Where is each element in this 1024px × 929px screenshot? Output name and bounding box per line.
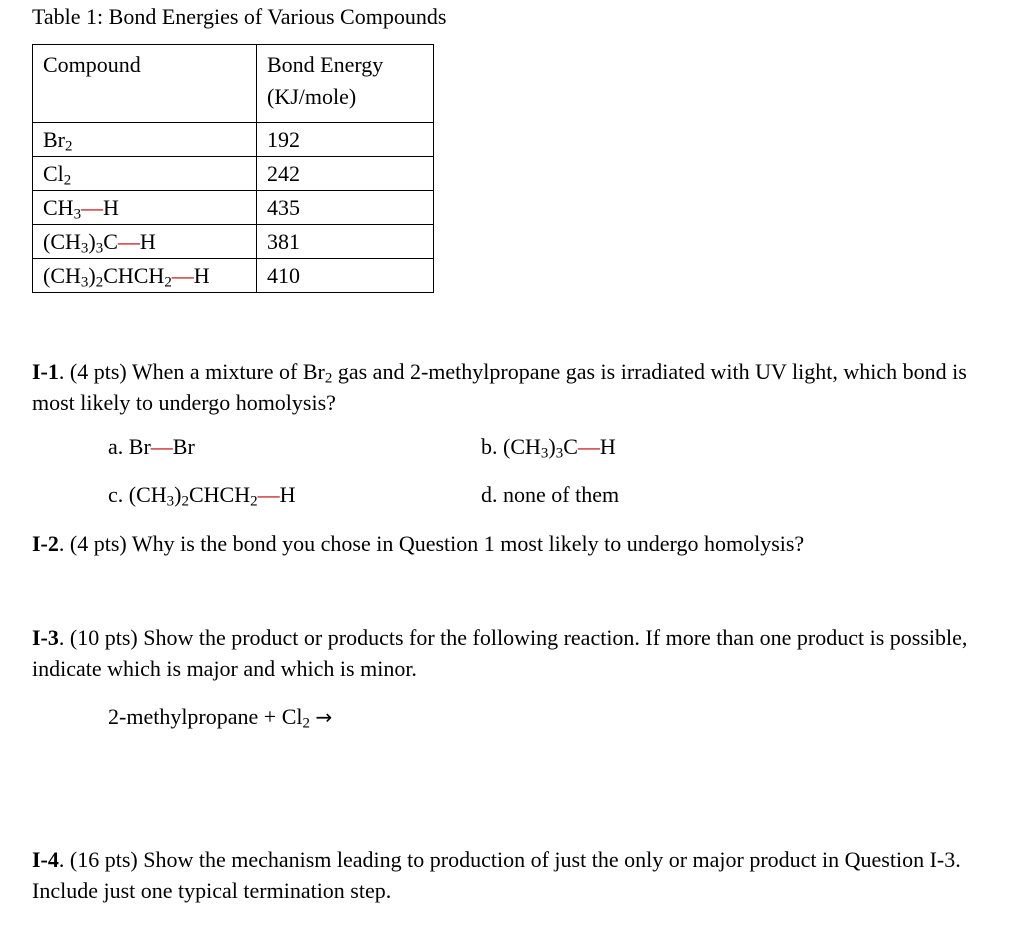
cell-compound: $CH_3—H$ bbox=[33, 191, 257, 225]
choice-a[interactable]: a. Br—Br bbox=[108, 434, 195, 459]
question-i-4 bbox=[32, 844, 1012, 906]
choice-d[interactable]: d. none of them bbox=[481, 482, 620, 507]
question-label: I-4 bbox=[32, 847, 59, 872]
cell-bond-energy: 242 bbox=[257, 157, 434, 191]
bond-energy-table bbox=[32, 44, 434, 293]
cell-compound: $Cl_2$ bbox=[33, 157, 257, 191]
header-compound: Compound bbox=[33, 45, 257, 123]
question-text: . (10 pts) Show the product or products for the following reaction. If more than one product is possible, indicate which is major and which is minor. bbox=[32, 625, 968, 681]
table-row bbox=[33, 225, 434, 259]
question-i-2 bbox=[32, 528, 1012, 559]
table-row bbox=[33, 123, 434, 157]
choice-c[interactable]: c. $(CH_3)_2CHCH_2—H$ bbox=[108, 482, 296, 510]
reaction-equation: 2-methylpropane + $Cl_2$ → bbox=[108, 704, 333, 732]
choice-b[interactable]: b. $(CH_3)_3C—H$ bbox=[481, 434, 616, 462]
cell-compound: $Br_2$ bbox=[33, 123, 257, 157]
question-label: I-1 bbox=[32, 359, 59, 384]
header-energy-line2: (KJ/mole) bbox=[267, 84, 357, 109]
question-label: I-3 bbox=[32, 625, 59, 650]
cell-bond-energy: 410 bbox=[257, 259, 434, 293]
question-text: . (4 pts) Why is the bond you chose in Question 1 most likely to undergo homolysis? bbox=[58, 531, 805, 556]
question-i-3 bbox=[32, 622, 1012, 684]
header-energy-line1: Bond Energy bbox=[267, 52, 384, 77]
table-row bbox=[33, 259, 434, 293]
question-label: I-2 bbox=[32, 531, 59, 556]
question-text: . (16 pts) Show the mechanism leading to production of just the only or major product in Question I-3. Include just one typical termination step. bbox=[32, 847, 961, 903]
question-i-1 bbox=[32, 356, 1012, 418]
table-row bbox=[33, 191, 434, 225]
question-text: . (4 pts) When a mixture of $Br_2$ gas and 2-methylpropane gas is irradiated with UV light, which bond is most likely to undergo homolysis? bbox=[32, 359, 967, 415]
table-header-row bbox=[33, 45, 434, 123]
cell-compound: $(CH_3)_2CHCH_2—H$ bbox=[33, 259, 257, 293]
cell-bond-energy: 192 bbox=[257, 123, 434, 157]
table-caption: Table 1: Bond Energies of Various Compounds bbox=[32, 4, 447, 29]
cell-bond-energy: 381 bbox=[257, 225, 434, 259]
cell-bond-energy: 435 bbox=[257, 191, 434, 225]
table-row bbox=[33, 157, 434, 191]
header-bond-energy bbox=[257, 45, 434, 123]
cell-compound: $(CH_3)_3C—H$ bbox=[33, 225, 257, 259]
